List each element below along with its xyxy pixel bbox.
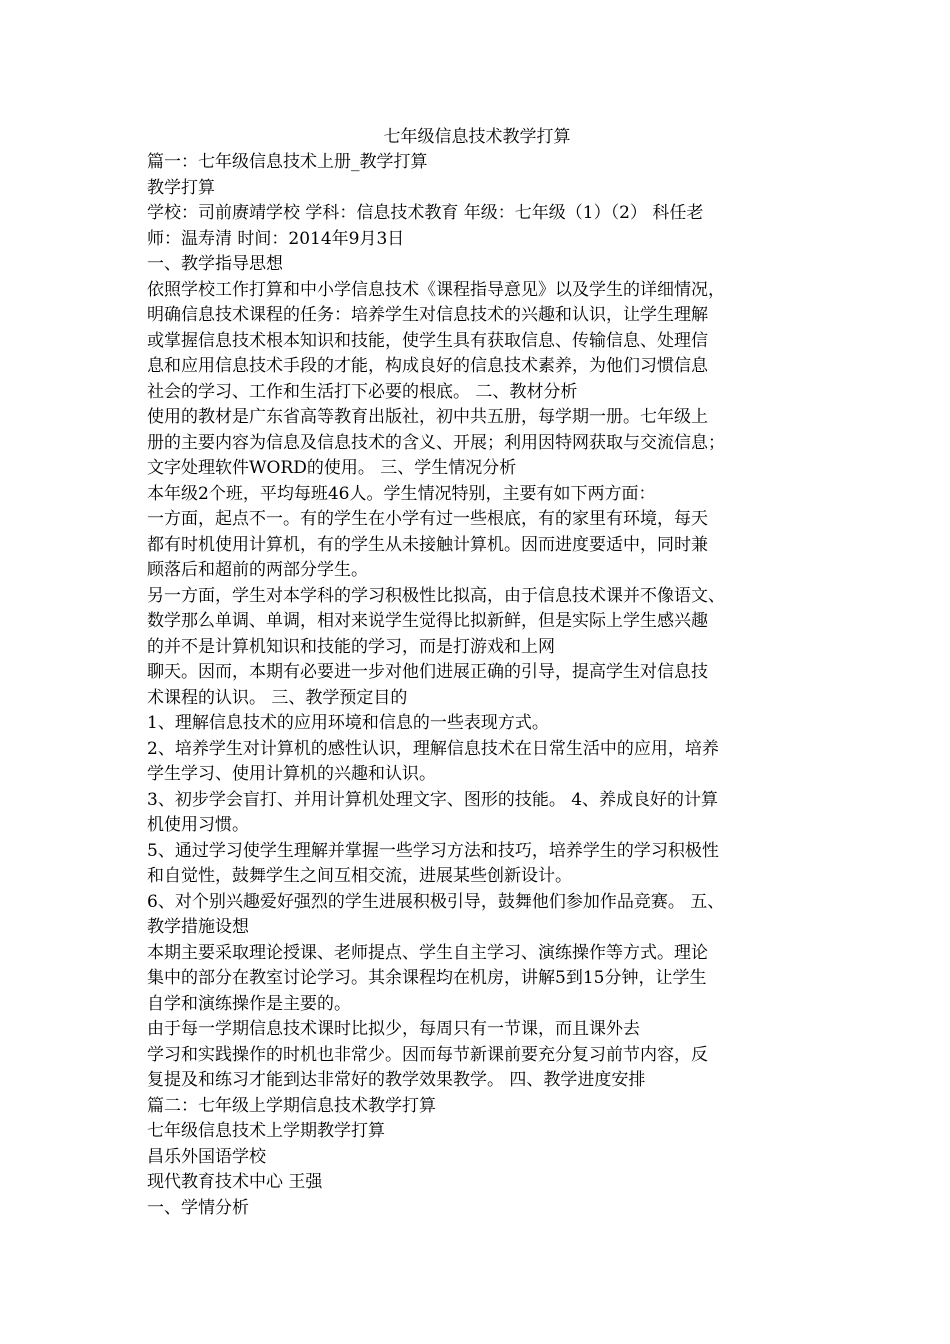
- text-line: 的并不是计算机知识和技能的学习，而是打游戏和上网: [147, 636, 555, 657]
- text-line: 师：温寿清 时间：2014年9月3日: [147, 228, 405, 249]
- text-line: 5、通过学习使学生理解并掌握一些学习方法和技巧，培养学生的学习积极性: [147, 840, 719, 861]
- text-line: 社会的学习、工作和生活打下必要的根底。 二、教材分析: [147, 381, 578, 402]
- text-line: 由于每一学期信息技术课时比拟少，每周只有一节课，而且课外去: [147, 1019, 640, 1039]
- text-line: 一方面，起点不一。有的学生在小学有过一些根底，有的家里有环境，每天: [147, 509, 708, 529]
- text-line: 6、对个别兴趣爱好强烈的学生进展积极引导，鼓舞他们参加作品竞赛。 五、: [147, 891, 725, 912]
- text-line: 都有时机使用计算机，有的学生从未接触计算机。因而进度要适中，同时兼: [147, 534, 708, 555]
- text-line: 本期主要采取理论授课、老师提点、学生自主学习、演练操作等方式。理论: [147, 942, 708, 963]
- text-line: 机使用习惯。: [147, 815, 249, 835]
- text-line: 篇一：七年级信息技术上册_教学打算: [147, 152, 428, 172]
- text-line: 明确信息技术课程的任务：培养学生对信息技术的兴趣和认识，让学生理解: [147, 305, 708, 325]
- text-line: 现代教育技术中心 王强: [147, 1172, 323, 1192]
- text-line: 数学那么单调、单调，相对来说学生觉得比拟新鲜，但是实际上学生感兴趣: [147, 611, 708, 631]
- text-line: 学习和实践操作的时机也非常少。因而每节新课前要充分复习前节内容，反: [147, 1044, 708, 1065]
- text-line: 使用的教材是广东省高等教育出版社，初中共五册，每学期一册。七年级上: [147, 407, 708, 427]
- text-line: 集中的部分在教室讨论学习。其余课程均在机房，讲解5到15分钟，让学生: [147, 968, 707, 988]
- text-line: 教学打算: [147, 177, 215, 198]
- text-line: 七年级信息技术上学期教学打算: [147, 1121, 385, 1141]
- document-body: [147, 150, 807, 1221]
- text-line: 3、初步学会盲打、并用计算机处理文字、图形的技能。 4、养成良好的计算: [147, 789, 719, 810]
- text-line: 2、培养学生对计算机的感性认识，理解信息技术在日常生活中的应用，培养: [147, 738, 719, 759]
- text-line: 息和应用信息技术手段的才能，构成良好的信息技术素养，为他们习惯信息: [147, 356, 708, 376]
- text-line: 或掌握信息技术根本知识和技能，使学生具有获取信息、传输信息、处理信: [147, 330, 708, 351]
- text-line: 术课程的认识。 三、教学预定目的: [147, 687, 408, 708]
- text-line: 依照学校工作打算和中小学信息技术《课程指导意见》以及学生的详细情况，: [147, 279, 725, 300]
- text-line: 篇二：七年级上学期信息技术教学打算: [147, 1095, 436, 1116]
- text-line: 本年级2个班，平均每班46人。学生情况特别，主要有如下两方面：: [147, 483, 656, 504]
- text-line: 和自觉性，鼓舞学生之间互相交流，进展某些创新设计。: [147, 866, 572, 886]
- text-line: 学校：司前赓靖学校 学科：信息技术教育 年级：七年级（1）（2） 科任老: [147, 203, 704, 223]
- text-line: 文字处理软件WORD的使用。 三、学生情况分析: [147, 458, 517, 478]
- text-line: 教学措施设想: [147, 917, 249, 937]
- text-line: 昌乐外国语学校: [147, 1146, 266, 1167]
- text-line: 学生学习、使用计算机的兴趣和认识。: [147, 764, 436, 784]
- text-line: 聊天。因而，本期有必要进一步对他们进展正确的引导，提高学生对信息技: [147, 662, 708, 682]
- text-line: 册的主要内容为信息及信息技术的含义、开展；利用因特网获取与交流信息；: [147, 432, 725, 453]
- text-line: 复提及和练习才能到达非常好的教学效果教学。 四、教学进度安排: [147, 1070, 646, 1090]
- text-line: 一、学情分析: [147, 1197, 249, 1218]
- text-line: 1、理解信息技术的应用环境和信息的一些表现方式。: [147, 713, 549, 733]
- text-line: 一、教学指导思想: [147, 254, 283, 274]
- text-line: 自学和演练操作是主要的。: [147, 993, 351, 1014]
- text-line: 另一方面，学生对本学科的学习积极性比拟高，由于信息技术课并不像语文、: [147, 585, 725, 606]
- document-page: [147, 124, 807, 1221]
- document-title: 七年级信息技术教学打算: [383, 127, 571, 147]
- text-line: 顾落后和超前的两部分学生。: [147, 560, 368, 580]
